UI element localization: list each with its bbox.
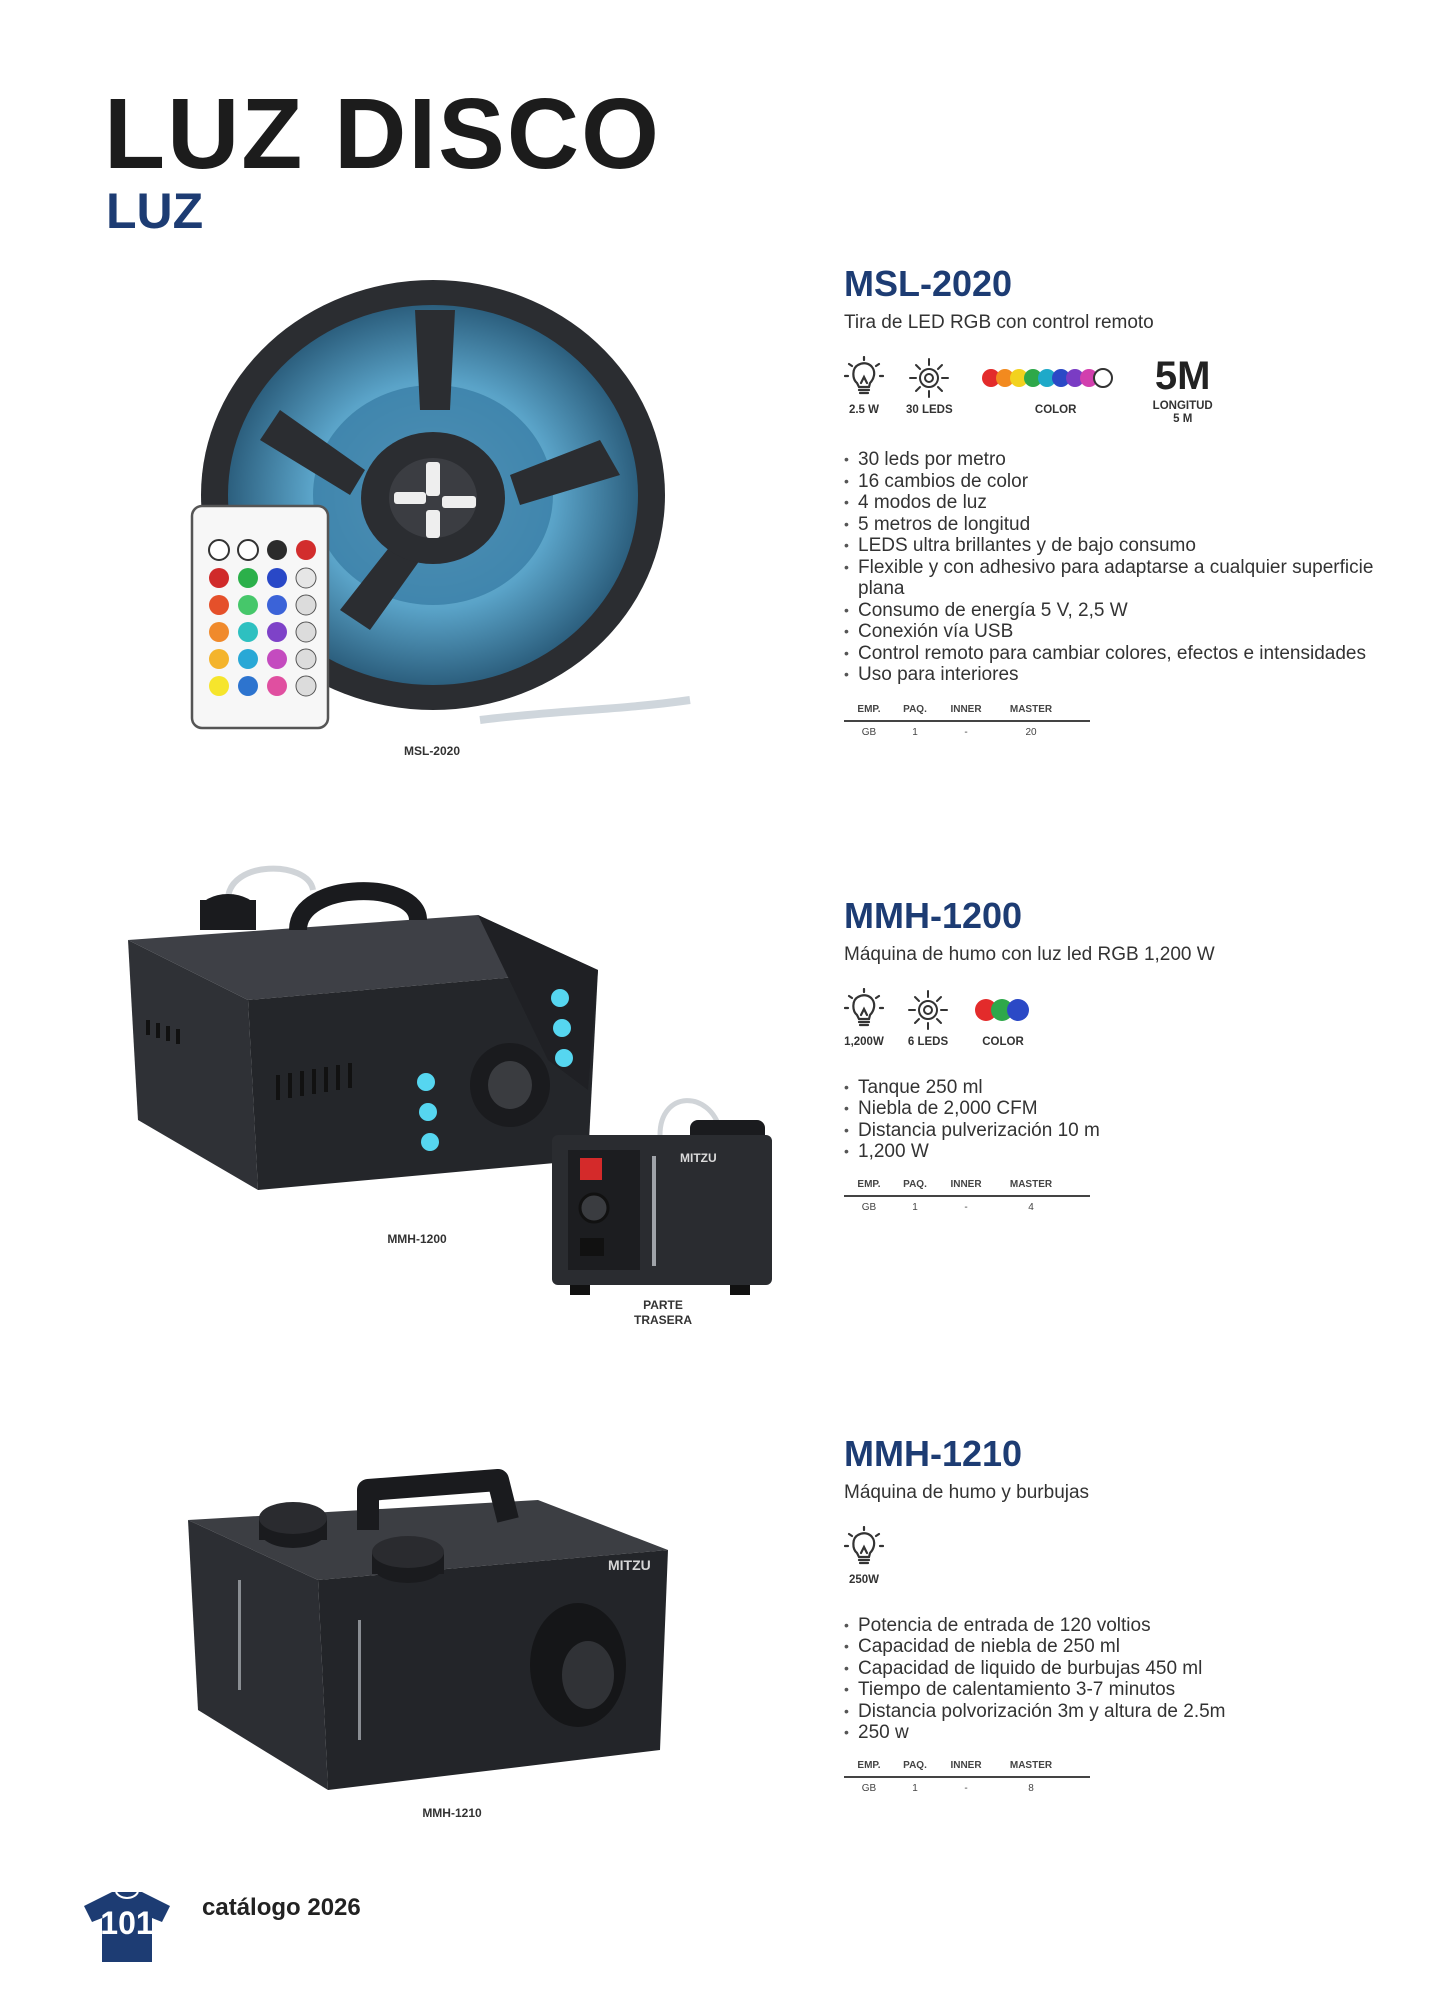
color-label: COLOR	[982, 1036, 1024, 1048]
spec-icons	[844, 1526, 1404, 1587]
rear-caption-line: PARTE	[643, 1298, 683, 1312]
product-code: MMH-1200	[844, 895, 1023, 936]
bubble-machine-image	[168, 1460, 680, 1800]
power-spec	[844, 356, 884, 417]
list-item: • Niebla de 2,000 CFM	[844, 1098, 1404, 1120]
led-spec	[906, 988, 950, 1049]
brand-label: MITZU	[608, 1557, 651, 1573]
power-spec	[844, 988, 884, 1049]
length-label-value: 5 M	[1173, 412, 1193, 425]
smoke-machine-image	[118, 860, 618, 1230]
pack-header-master: MASTER	[1009, 1759, 1053, 1771]
list-item: • Capacidad de liquido de burbujas 450 ml	[844, 1658, 1404, 1680]
list-item: • LEDS ultra brillantes y de bajo consumo	[844, 535, 1404, 557]
list-item: • Uso para interiores	[844, 664, 1404, 686]
pack-value: GB	[861, 1201, 877, 1213]
packaging-table	[844, 1179, 1090, 1213]
packaging-header	[844, 1760, 1090, 1778]
color-label: COLOR	[1034, 404, 1077, 416]
led-label: 30 LEDS	[906, 404, 953, 416]
spec-icons	[844, 988, 1404, 1049]
bulb-icon	[844, 988, 884, 1032]
list-item: • Distancia polvorización 3m y altura de 2.5m	[844, 1701, 1404, 1723]
led-icon	[907, 356, 951, 400]
list-item: • Conexión vía USB	[844, 621, 1404, 643]
color-dots-icon	[981, 356, 1131, 400]
pack-value: GB	[861, 1782, 877, 1794]
pack-header-paq: PAQ.	[903, 703, 927, 715]
power-label: 250W	[848, 1574, 880, 1586]
list-item: • 5 metros de longitud	[844, 514, 1404, 536]
length-value: 5M	[1154, 354, 1211, 398]
rear-view-image	[550, 1090, 780, 1305]
pack-value: 4	[1028, 1201, 1034, 1213]
pack-header-inner: INNER	[950, 1178, 982, 1190]
led-strip-image	[180, 270, 720, 740]
product-mmh-1200	[844, 895, 1404, 1213]
product-description: Máquina de humo y burbujas	[844, 1482, 1090, 1503]
pack-header-emp: EMP.	[857, 1178, 881, 1190]
product-description: Máquina de humo con luz led RGB 1,200 W	[844, 944, 1215, 965]
packaging-values	[844, 1778, 1090, 1794]
brand-label: MITZU	[680, 1151, 717, 1165]
pack-header-paq: PAQ.	[903, 1759, 927, 1771]
pack-value: 20	[1025, 726, 1037, 738]
feature-list	[844, 1615, 1404, 1744]
image-caption: MMH-1200	[387, 1232, 447, 1246]
list-item: • Tanque 250 ml	[844, 1077, 1404, 1099]
page-number: 101	[100, 1905, 154, 1941]
pack-header-master: MASTER	[1009, 1178, 1053, 1190]
led-icon	[906, 988, 950, 1032]
pack-header-emp: EMP.	[857, 1759, 881, 1771]
list-item: • 16 cambios de color	[844, 471, 1404, 493]
page-subtitle: LUZ	[106, 183, 204, 239]
power-spec	[844, 1526, 884, 1587]
pack-value: 1	[912, 726, 918, 738]
image-caption: MSL-2020	[403, 744, 461, 758]
pack-value: GB	[861, 726, 877, 738]
packaging-values	[844, 722, 1090, 738]
list-item: • Potencia de entrada de 120 voltios	[844, 1615, 1404, 1637]
pack-value: -	[964, 1782, 968, 1794]
length-spec	[1153, 356, 1213, 425]
product-code: MSL-2020	[844, 263, 1013, 304]
bulb-icon	[844, 356, 884, 400]
pack-value: 1	[912, 1782, 918, 1794]
rear-caption-line: TRASERA	[633, 1313, 692, 1327]
feature-list	[844, 1077, 1404, 1163]
product-mmh-1210	[844, 1433, 1404, 1794]
color-spec	[981, 356, 1131, 417]
list-item: • 250 w	[844, 1722, 1404, 1744]
pack-header-emp: EMP.	[857, 703, 881, 715]
list-item: • 4 modos de luz	[844, 492, 1404, 514]
spec-icons	[844, 356, 1404, 425]
list-item: • 30 leds por metro	[844, 449, 1404, 471]
pack-value: -	[964, 1201, 968, 1213]
feature-list	[844, 449, 1404, 686]
led-spec	[906, 356, 953, 417]
pack-value: -	[964, 726, 968, 738]
list-item: • Control remoto para cambiar colores, efectos e intensidades	[844, 643, 1404, 665]
pack-value: 8	[1028, 1782, 1034, 1794]
product-code: MMH-1210	[844, 1433, 1023, 1474]
list-item: • Tiempo de calentamiento 3-7 minutos	[844, 1679, 1404, 1701]
product-msl-2020	[844, 263, 1404, 738]
list-item: • Consumo de energía 5 V, 2,5 W	[844, 600, 1404, 622]
catalog-label: catálogo 2026	[202, 1894, 361, 1921]
color-dots-icon	[972, 988, 1034, 1032]
list-item: • Capacidad de niebla de 250 ml	[844, 1636, 1404, 1658]
bulb-icon	[844, 1526, 884, 1570]
packaging-header	[844, 1179, 1090, 1197]
pack-header-master: MASTER	[1009, 703, 1053, 715]
list-item: • Distancia pulverización 10 m	[844, 1120, 1404, 1142]
color-spec	[972, 988, 1034, 1049]
packaging-table	[844, 1760, 1090, 1794]
page-number-badge	[84, 1890, 170, 1962]
packaging-values	[844, 1197, 1090, 1213]
pack-value: 1	[912, 1201, 918, 1213]
pack-header-inner: INNER	[950, 703, 982, 715]
power-label: 1,200W	[844, 1036, 884, 1048]
rear-caption	[603, 1298, 723, 1328]
list-item: • 1,200 W	[844, 1141, 1404, 1163]
led-label: 6 LEDS	[907, 1036, 949, 1048]
packaging-header	[844, 704, 1090, 722]
image-caption: MMH-1210	[422, 1806, 482, 1820]
pack-header-inner: INNER	[950, 1759, 982, 1771]
pack-header-paq: PAQ.	[903, 1178, 927, 1190]
length-label: LONGITUD	[1152, 400, 1213, 412]
power-label: 2.5 W	[848, 404, 880, 416]
list-item: • Flexible y con adhesivo para adaptarse a cualquier superficie plana	[844, 557, 1404, 600]
page-title: LUZ DISCO	[104, 78, 661, 190]
packaging-table	[844, 704, 1090, 738]
product-description: Tira de LED RGB con control remoto	[844, 312, 1154, 333]
